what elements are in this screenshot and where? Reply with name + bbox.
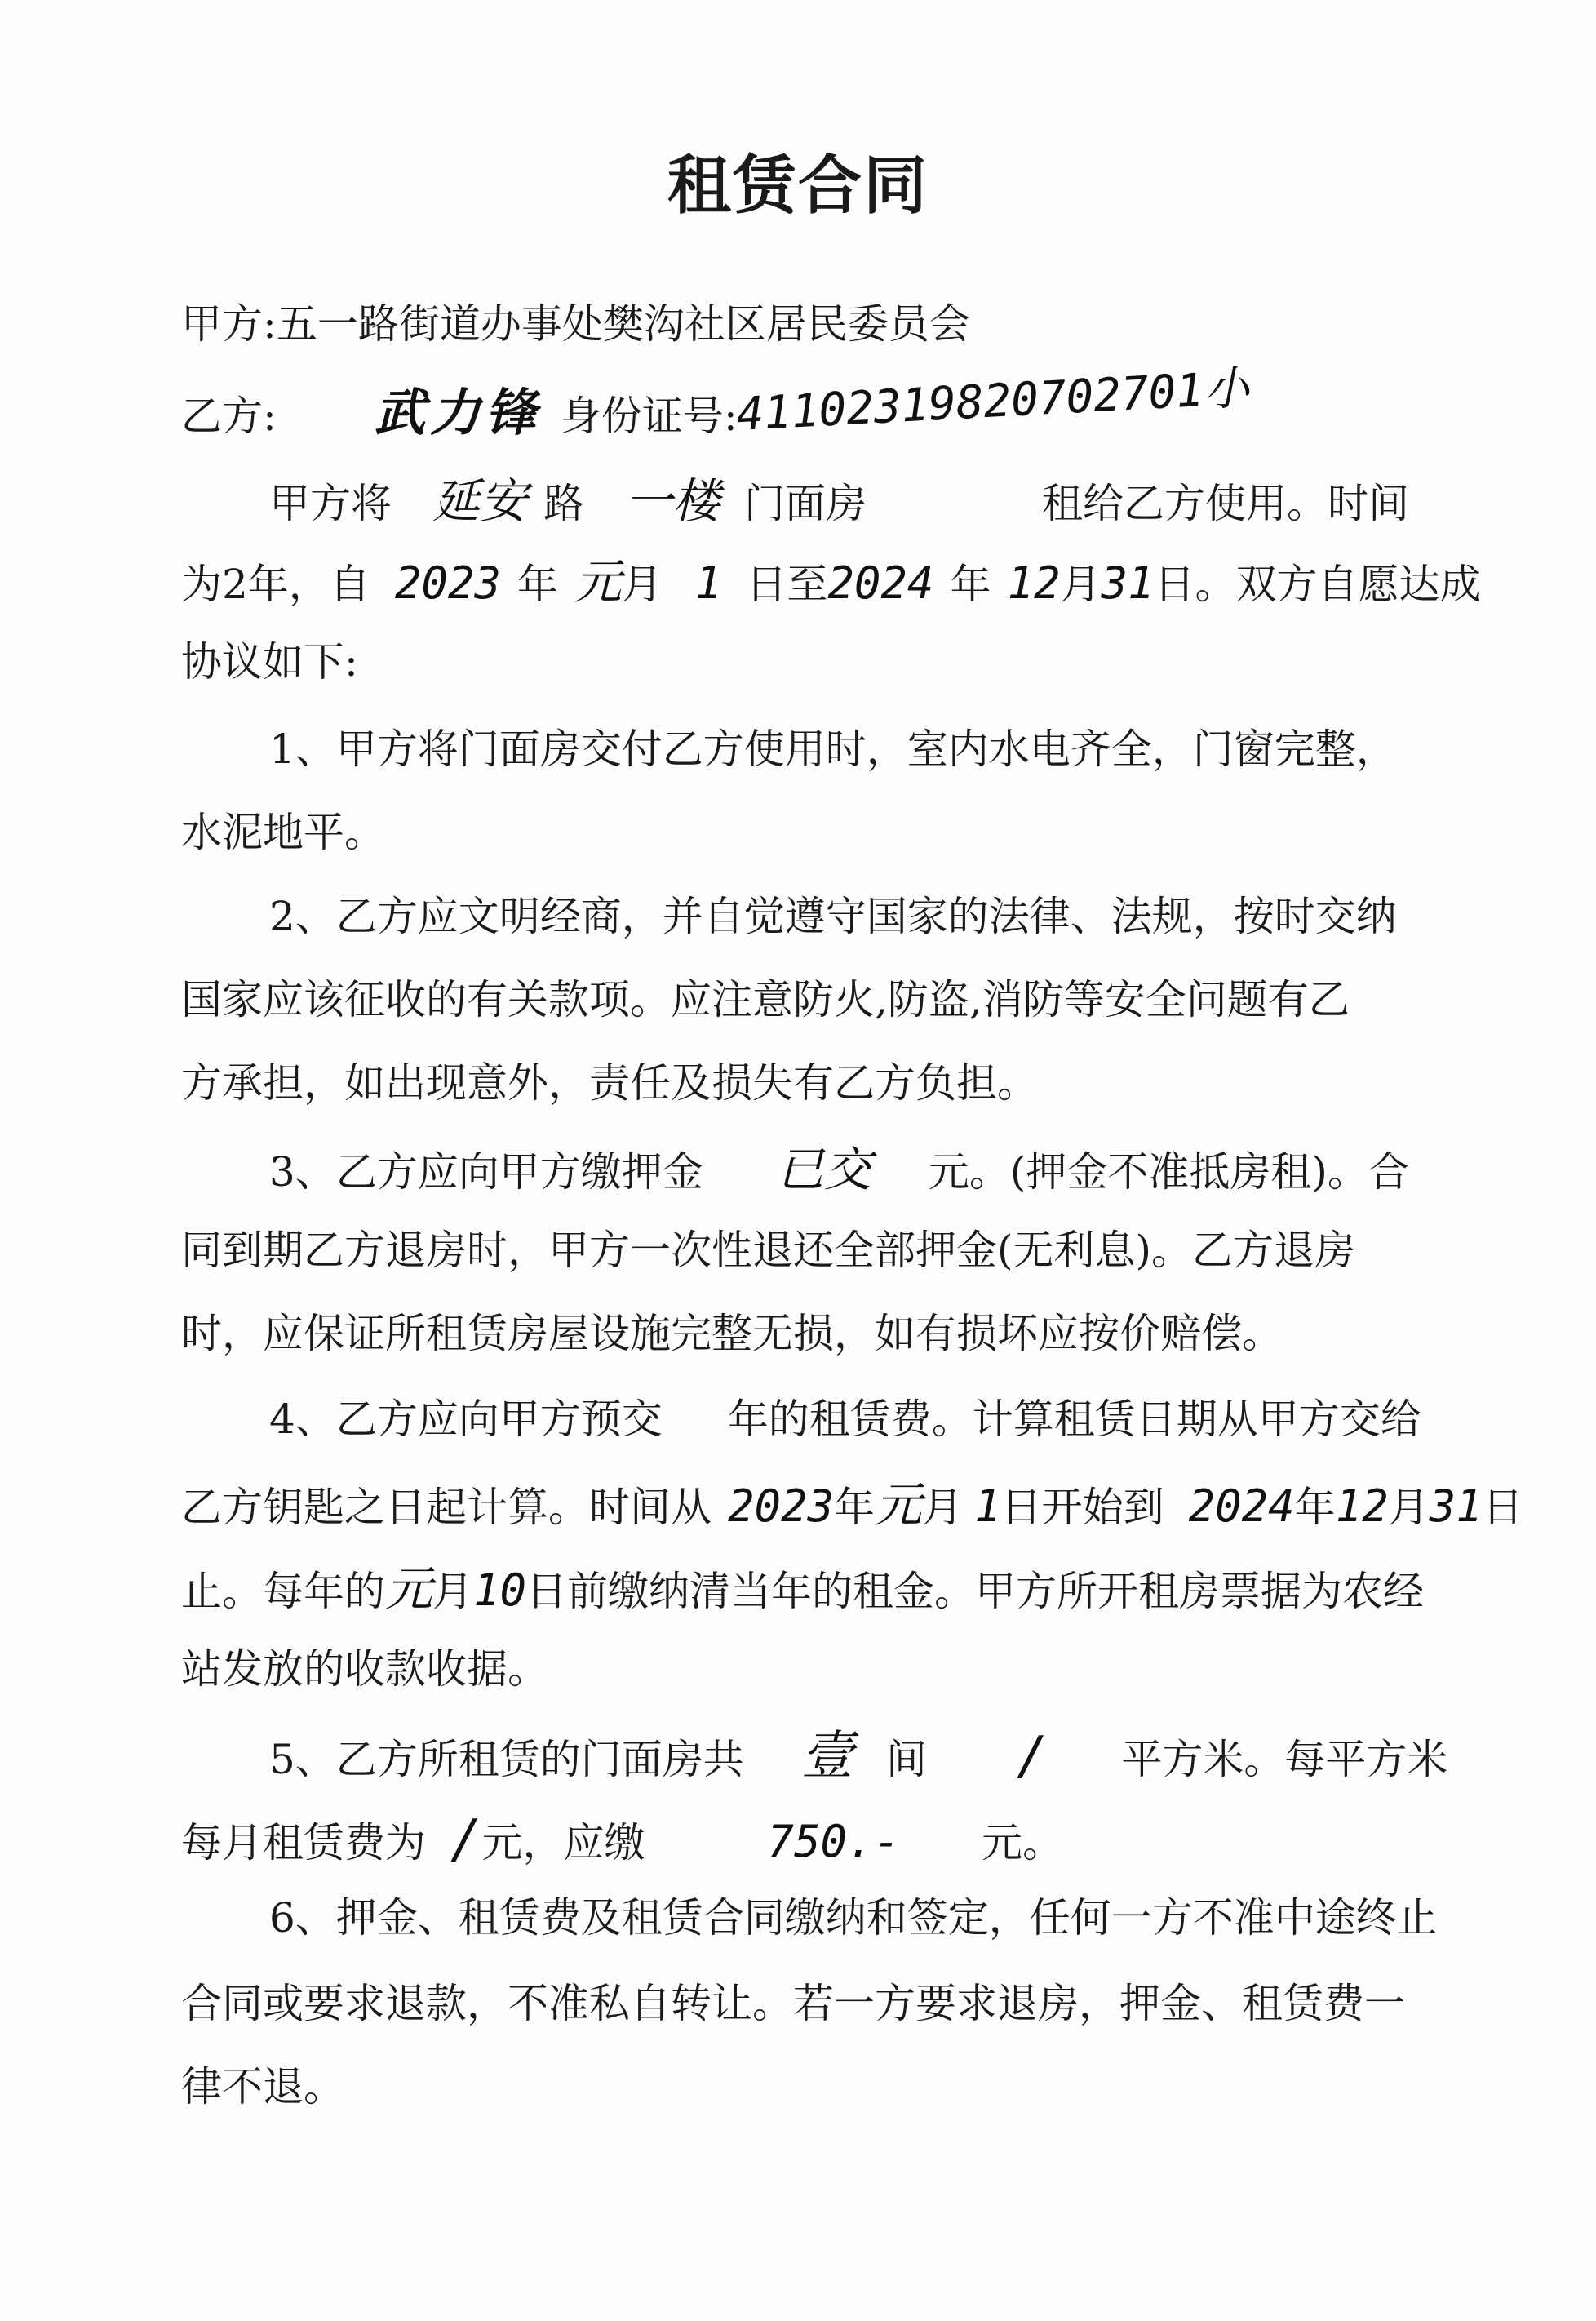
id-number: 41102319820702701小 (734, 362, 1251, 442)
clause-text: 日前缴纳清当年的租金。甲方所开租房票据为农经 (526, 1568, 1425, 1615)
intro-text: 年 (950, 561, 991, 608)
id-number-label: 身份证号: (560, 393, 738, 440)
hw-price-per-sqm: / (450, 1809, 482, 1870)
intro-text: 门面房 (744, 480, 867, 527)
hw-end-month: 12 (1007, 557, 1061, 609)
clause-5-line-1 (269, 1726, 1448, 1786)
hw-due-day: 10 (473, 1564, 527, 1616)
clause-6-line-3: 律不退。 (181, 2063, 344, 2110)
hw-end-year: 2024 (827, 557, 934, 609)
clause-text: 年 (1294, 1484, 1336, 1531)
hw-rent-end-year: 2024 (1188, 1480, 1295, 1532)
hw-due-month: 元 (385, 1561, 433, 1617)
clause-text: 月 (922, 1484, 964, 1531)
intro-text: 租给乙方使用。时间 (1042, 480, 1410, 527)
clause-4-line-1 (269, 1396, 1421, 1443)
clause-5-line-2 (181, 1809, 1064, 1870)
clause-4-line-4: 站发放的收款收据。 (181, 1645, 548, 1693)
clause-text: 平方米。每平方米 (1121, 1736, 1448, 1783)
clause-text: 日 (1482, 1484, 1523, 1531)
party-b-line (181, 362, 1251, 442)
clause-text: 年的租赁费。计算租赁日期从甲方交给 (727, 1396, 1421, 1443)
hw-area: / (1016, 1726, 1048, 1786)
clause-text: 月 (1388, 1484, 1430, 1531)
clause-text: 5、乙方所租赁的门面房共 (269, 1736, 744, 1783)
clause-2-line-3: 方承担，如出现意外，责任及损失有乙方负担。 (181, 1059, 1038, 1107)
hw-rent-end-month: 12 (1335, 1480, 1389, 1532)
clause-3-line-2: 同到期乙方退房时，甲方一次性退还全部押金(无利息)。乙方退房 (181, 1227, 1356, 1274)
clause-3-line-3: 时，应保证所租赁房屋设施完整无损，如有损坏应按价赔偿。 (181, 1310, 1283, 1357)
hw-rent-start-day: 1 (974, 1480, 1001, 1532)
party-a-name: 五一路街道办事处樊沟社区居民委员会 (276, 300, 970, 348)
hw-rent-start-year: 2023 (728, 1480, 835, 1532)
clause-text: 元。(押金不准抵房租)。合 (928, 1148, 1409, 1196)
document-title: 租赁合同 (667, 149, 929, 223)
hw-room-count: 壹 (800, 1726, 853, 1786)
hw-start-day: 1 (694, 557, 722, 609)
clause-text: 年 (834, 1484, 876, 1531)
intro-text: 年 (516, 561, 558, 608)
intro-text: 甲方将 (269, 480, 392, 527)
clause-1-line-2: 水泥地平。 (181, 809, 385, 856)
clause-3-line-1 (269, 1142, 1409, 1197)
clause-text: 元。 (982, 1819, 1064, 1866)
intro-text: 日。双方自愿达成 (1154, 561, 1481, 608)
intro-text: 月 (1060, 561, 1102, 608)
party-a-line (181, 300, 970, 348)
hw-total-amount: 750.- (767, 1816, 901, 1867)
hw-deposit: 已交 (776, 1142, 871, 1197)
intro-text: 日至 (746, 561, 828, 608)
intro-line-3 (181, 638, 358, 686)
clause-2-line-2: 国家应该征收的有关款项。应注意防火,防盗,消防等安全问题有乙 (181, 976, 1350, 1023)
hw-road: 延安 (432, 473, 528, 529)
clause-4-line-3 (181, 1561, 1425, 1617)
clause-text: 元，应缴 (481, 1819, 645, 1866)
hw-floor: 一楼 (625, 473, 720, 529)
intro-text: 协议如下: (181, 638, 358, 686)
intro-line-1 (269, 473, 1410, 529)
hw-rent-end-day: 31 (1429, 1480, 1483, 1532)
intro-text: 为2年，自 (181, 561, 370, 608)
intro-text: 路 (543, 480, 585, 527)
clause-text: 4、乙方应向甲方预交 (269, 1396, 663, 1443)
hw-start-month: 元 (574, 554, 622, 610)
hw-start-year: 2023 (394, 557, 501, 609)
clause-text: 日开始到 (1000, 1484, 1164, 1531)
clause-2-line-1: 2、乙方应文明经商，并自觉遵守国家的法律、法规，按时交纳 (269, 893, 1397, 940)
clause-6-line-1: 6、押金、租赁费及租赁合同缴纳和签定，任何一方不准中途终止 (269, 1894, 1438, 1942)
clause-6-line-2: 合同或要求退款，不准私自转让。若一方要求退房，押金、租赁费一 (181, 1980, 1405, 2027)
party-a-label: 甲方: (181, 300, 277, 348)
party-b-label: 乙方: (181, 393, 277, 440)
clause-4-line-2 (181, 1477, 1523, 1533)
clause-text: 月 (432, 1568, 474, 1615)
clause-text: 间 (885, 1736, 927, 1783)
hw-rent-start-month: 元 (875, 1477, 923, 1533)
clause-text: 3、乙方应向甲方缴押金 (269, 1148, 703, 1196)
intro-line-2 (181, 554, 1481, 610)
intro-text: 月 (621, 561, 663, 608)
hw-end-day: 31 (1101, 557, 1155, 609)
party-b-name: 武力锋 (374, 383, 541, 442)
clause-text: 止。每年的 (181, 1568, 385, 1615)
clause-text: 每月租赁费为 (181, 1819, 426, 1866)
clause-text: 乙方钥匙之日起计算。时间从 (181, 1484, 712, 1531)
clause-1-line-1: 1、甲方将门面房交付乙方使用时，室内水电齐全，门窗完整， (269, 726, 1397, 773)
